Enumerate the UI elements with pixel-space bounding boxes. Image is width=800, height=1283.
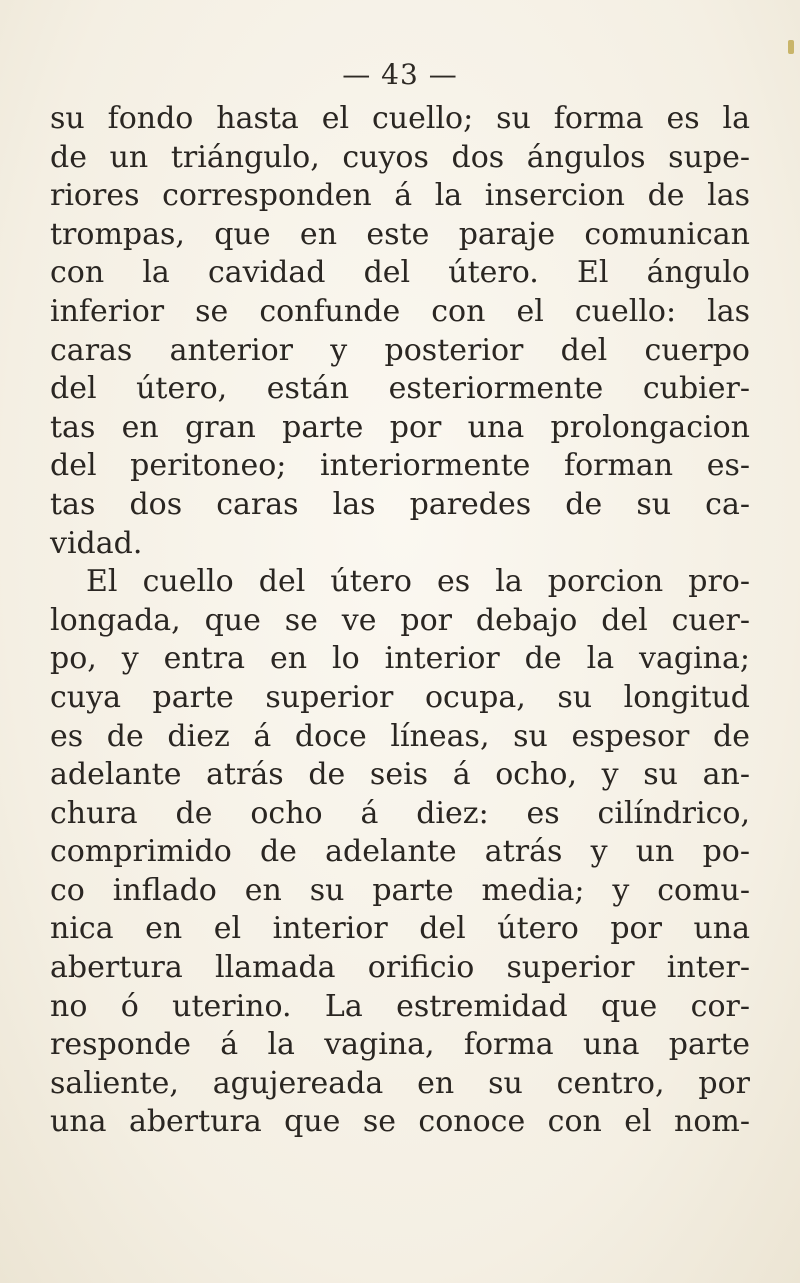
text-line: tas en gran parte por una prolongacion [50,409,750,445]
text-line: adelante atrás de seis á ocho, y su an- [50,757,750,793]
text-line: El cuello del útero es la porcion pro- [86,564,750,600]
text-line: vidad. [50,525,143,561]
text-line: riores corresponden á la insercion de las [50,178,750,214]
text-line: cuya parte superior ocupa, su longitud [50,679,750,715]
text-line: po, y entra en lo interior de la vagina; [50,641,750,677]
text-line: del peritoneo; interiormente forman es- [50,448,750,484]
text-line: abertura llamada orificio superior inter- [50,950,750,986]
text-line: de un triángulo, cuyos dos ángulos supe- [50,139,750,175]
text-line: nica en el interior del útero por una [50,911,750,947]
text-line: responde á la vagina, forma una parte [50,1027,750,1063]
text-line: inferior se confunde con el cuello: las [50,293,750,329]
body-text [50,100,750,1142]
text-line: chura de ocho á diez: es cilíndrico, [50,795,750,831]
text-line: no ó uterino. La estremidad que cor- [50,988,750,1024]
text-line: su fondo hasta el cuello; su forma es la [50,101,750,136]
page-edge-mark [788,40,794,54]
text-line: co inflado en su parte media; y comu- [50,872,750,908]
text-line: tas dos caras las paredes de su ca- [50,486,750,522]
text-line: trompas, que en este paraje comunican [50,216,750,252]
page-number: — 43 — [342,58,458,91]
text-line: comprimido de adelante atrás y un po- [50,834,750,870]
text-line: es de diez á doce líneas, su espesor de [50,718,750,754]
text-line: del útero, están esteriormente cubier- [50,371,750,407]
text-line: caras anterior y posterior del cuerpo [50,332,750,368]
text-line: con la cavidad del útero. El ángulo [50,255,750,291]
text-line: saliente, agujereada en su centro, por [50,1065,750,1101]
text-line: una abertura que se conoce con el nom- [50,1104,750,1140]
text-line: longada, que se ve por debajo del cuer- [50,602,750,638]
